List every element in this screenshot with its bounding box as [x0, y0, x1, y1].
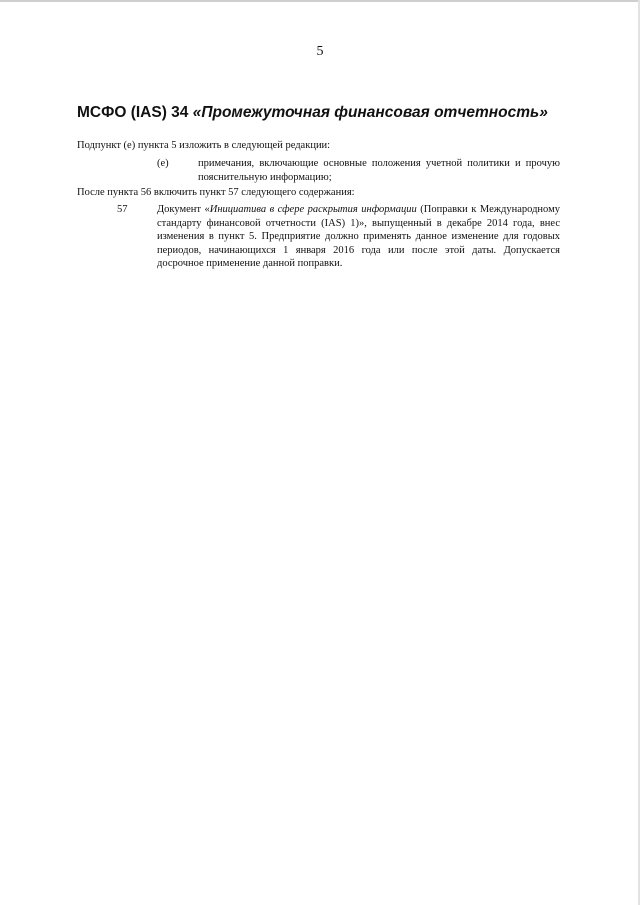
item-57-text [157, 203, 560, 271]
item-57-label: 57 [117, 204, 128, 215]
item-57-document-title: Инициатива в сфере раскрытия информации [209, 204, 417, 215]
page-number: 5 [316, 44, 324, 59]
item-e-label: (е) [157, 158, 169, 169]
item-e-text: примечания, включающие основные положения учетной политики и прочую пояснительную информацию; [198, 158, 560, 183]
item-57-text-end: (Поправки к Международному стандарту финансовой отчетности (IAS) 1)», выпущенный в декабре 2014 года, внес изменения в пункт 5. Предприятие должно применять данное изменение для годовых периодов, начинающихся 1 января 2016 года или после этой даты. Допускается досрочное применение данной поправки. [157, 204, 560, 269]
instruction-paragraph-1: Подпункт (е) пункта 5 изложить в следующей редакции: [77, 140, 331, 151]
instruction-paragraph-2: После пункта 56 включить пункт 57 следующего содержания: [77, 187, 355, 198]
item-57-text-start: Документ « [157, 204, 210, 215]
section-heading [77, 104, 577, 122]
scan-edge-top [0, 0, 640, 2]
heading-title: «Промежуточная финансовая отчетность» [192, 104, 548, 121]
heading-prefix: МСФО (IAS) 34 [77, 104, 193, 121]
